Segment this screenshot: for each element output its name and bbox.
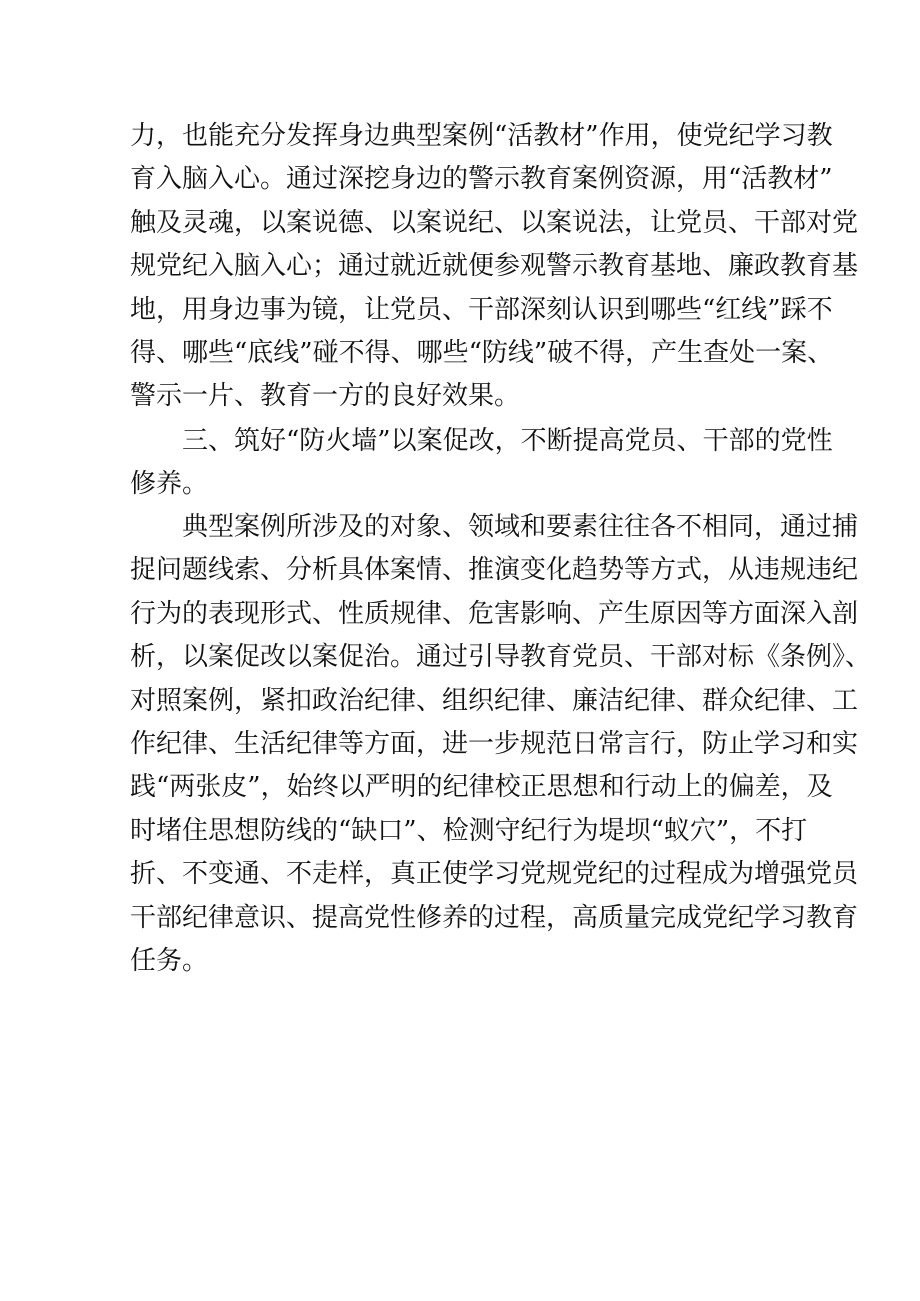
text-line: 规党纪入脑入心；通过就近就便参观警示教育基地、廉政教育基 — [130, 251, 859, 282]
text-line: 干部纪律意识、提高党性修养的过程，高质量完成党纪学习教育 — [130, 902, 859, 933]
text-line: 践“两张皮”，始终以严明的纪律校正思想和行动上的偏差，及 — [130, 772, 833, 803]
text-line: 行为的表现形式、性质规律、危害影响、产生原因等方面深入剖 — [130, 598, 859, 629]
text-line: 折、不变通、不走样，真正使学习党规党纪的过程成为增强党员 — [130, 859, 859, 890]
text-line: 典型案例所涉及的对象、领域和要素往往各不相同，通过捕 — [182, 512, 859, 542]
text-line: 析，以案促改以案促治。通过引导教育党员、干部对标《条例》、 — [130, 642, 872, 673]
text-line: 时堵住思想防线的“缺口”、检测守纪行为堤坝“蚁穴”，不打 — [130, 815, 808, 846]
section-heading-3 — [130, 420, 833, 507]
text-line: 地，用身边事为镜，让党员、干部深刻认识到哪些“红线”踩不 — [130, 294, 833, 325]
text-line: 任务。 — [130, 945, 209, 976]
text-line: 育入脑入心。通过深挖身边的警示教育案例资源，用“活教材” — [130, 164, 833, 195]
text-line: 捉问题线索、分析具体案情、推演变化趋势等方式，从违规违纪 — [130, 555, 859, 586]
text-line: 触及灵魂，以案说德、以案说纪、以案说法，让党员、干部对党 — [130, 207, 859, 238]
text-line: 得、哪些“底线”碰不得、哪些“防线”破不得，产生查处一案、 — [130, 337, 834, 368]
heading-line: 修养。 — [130, 469, 209, 500]
text-line: 警示一片、教育一方的良好效果。 — [130, 381, 521, 412]
text-line: 力，也能充分发挥身边典型案例“活教材”作用，使党纪学习教 — [130, 121, 833, 151]
heading-line: 三、筑好“防火墙”以案促改，不断提高党员、干部的党性 — [182, 426, 833, 456]
paragraph-continuation — [130, 115, 859, 419]
paragraph-body — [130, 506, 872, 983]
text-line: 对照案例，紧扣政治纪律、组织纪律、廉洁纪律、群众纪律、工 — [130, 685, 859, 716]
text-line: 作纪律、生活纪律等方面，进一步规范日常言行，防止学习和实 — [130, 728, 859, 759]
